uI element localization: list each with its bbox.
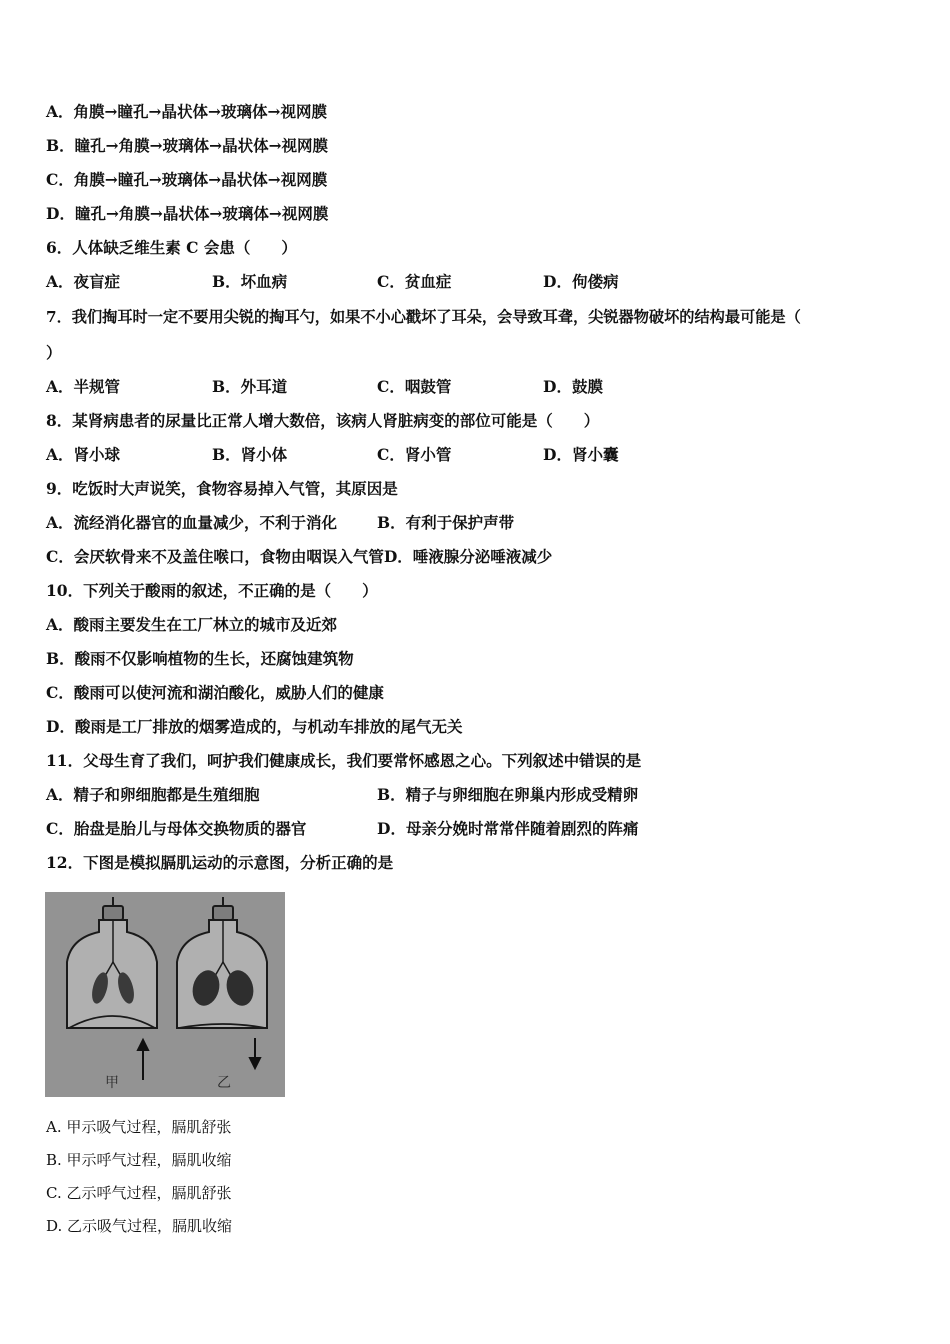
q6-option-b: B．坏血病 (212, 272, 288, 291)
q11-option-c: C．胎盘是胎儿与母体交换物质的器官 (46, 819, 307, 838)
q8-option-c: C．肾小管 (377, 445, 452, 464)
q12-option-a: A. 甲示吸气过程，膈肌舒张 (46, 1118, 232, 1136)
q7-option-b: B．外耳道 (212, 377, 288, 396)
q11-option-a: A．精子和卵细胞都是生殖细胞 (46, 785, 260, 804)
q11-stem: 11．父母生育了我们，呵护我们健康成长，我们要常怀感恩之心。下列叙述中错误的是 (46, 751, 642, 770)
q8-stem: 8．某肾病患者的尿量比正常人增大数倍，该病人肾脏病变的部位可能是（ ） (46, 411, 600, 430)
q6-option-c: C．贫血症 (377, 272, 452, 291)
q6-stem: 6．人体缺乏维生素 C 会患（ ） (46, 238, 297, 257)
q5-option-d: D．瞳孔→角膜→晶状体→玻璃体→视网膜 (46, 204, 329, 223)
q8-option-a: A．肾小球 (46, 445, 121, 464)
diaphragm-model-illustration (45, 892, 285, 1097)
q7-option-c: C．咽鼓管 (377, 377, 452, 396)
q11-options-row2 (46, 819, 846, 839)
diaphragm-model-figure (45, 892, 285, 1097)
q12-option-c: C. 乙示呼气过程，膈肌舒张 (46, 1184, 232, 1202)
q12-option-d: D. 乙示吸气过程，膈肌收缩 (46, 1217, 233, 1235)
q5-option-c: C．角膜→瞳孔→玻璃体→晶状体→视网膜 (46, 170, 328, 189)
q7-option-a: A．半规管 (46, 377, 121, 396)
q11-option-b: B．精子与卵细胞在卵巢内形成受精卵 (377, 785, 639, 804)
q6-option-d: D．佝偻病 (543, 272, 619, 291)
q9-option-c: C．会厌软骨来不及盖住喉口，食物由咽误入气管 (46, 547, 384, 566)
q10-option-a: A．酸雨主要发生在工厂林立的城市及近郊 (46, 615, 338, 634)
figure-label-jia: 甲 (105, 1075, 119, 1091)
q6-options (46, 272, 846, 292)
q8-options (46, 445, 846, 465)
q8-option-b: B．肾小体 (212, 445, 288, 464)
q10-option-c: C．酸雨可以使河流和湖泊酸化，威胁人们的健康 (46, 683, 384, 702)
q9-option-b: B．有利于保护声带 (377, 513, 515, 532)
figure-label-yi: 乙 (217, 1075, 231, 1091)
q9-stem: 9．吃饭时大声说笑，食物容易掉入气管，其原因是 (46, 479, 398, 498)
q6-option-a: A．夜盲症 (46, 272, 121, 291)
q7-options (46, 377, 846, 397)
q9-option-a: A．流经消化器官的血量减少，不利于消化 (46, 513, 338, 532)
q9-option-d: D．唾液腺分泌唾液减少 (383, 547, 553, 566)
q10-stem: 10．下列关于酸雨的叙述，不正确的是（ ） (46, 581, 378, 600)
q9-options-row1 (46, 513, 846, 533)
q9-options-row2 (46, 547, 552, 567)
q11-option-d: D．母亲分娩时常常伴随着剧烈的阵痛 (377, 819, 639, 838)
q7-option-d: D．鼓膜 (543, 377, 603, 396)
q7-stem-line1: 7．我们掏耳时一定不要用尖锐的掏耳勺，如果不小心戳坏了耳朵，会导致耳聋，尖锐器物破坏的结构最可能是（ (46, 308, 801, 326)
q5-option-a: A．角膜→瞳孔→晶状体→玻璃体→视网膜 (46, 102, 327, 121)
q7-stem-line2: ） (46, 343, 62, 362)
q8-option-d: D．肾小囊 (543, 445, 619, 464)
q12-stem: 12．下图是模拟膈肌运动的示意图，分析正确的是 (46, 853, 394, 872)
q10-option-b: B．酸雨不仅影响植物的生长，还腐蚀建筑物 (46, 649, 354, 668)
q10-option-d: D．酸雨是工厂排放的烟雾造成的，与机动车排放的尾气无关 (46, 717, 463, 736)
q5-option-b: B．瞳孔→角膜→玻璃体→晶状体→视网膜 (46, 136, 329, 155)
q12-option-b: B. 甲示呼气过程，膈肌收缩 (46, 1151, 232, 1169)
q11-options-row1 (46, 785, 846, 805)
